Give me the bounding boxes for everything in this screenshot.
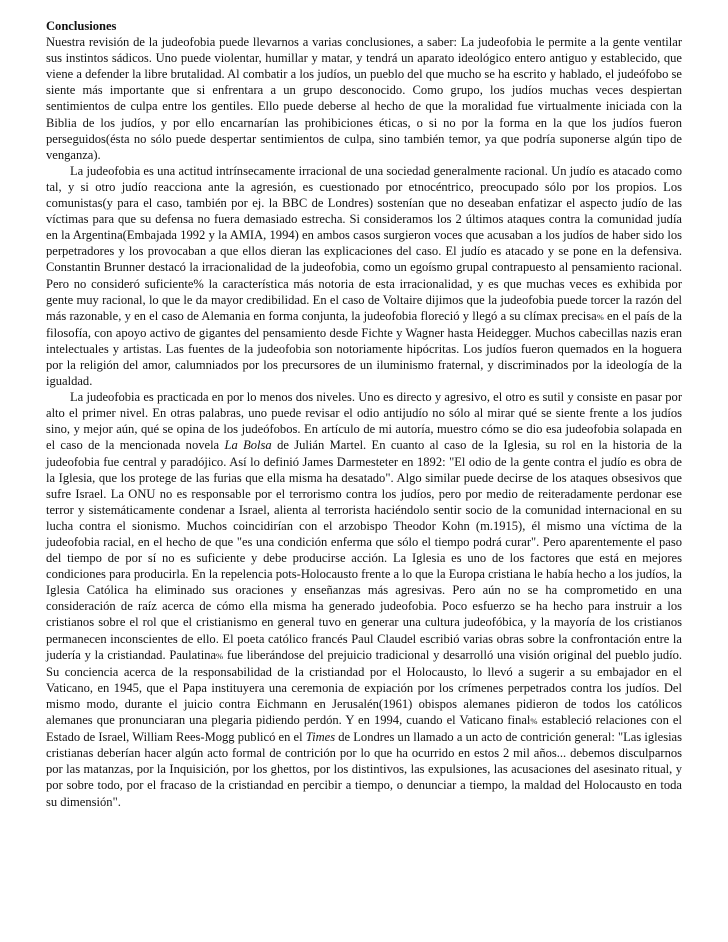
section-heading: Conclusiones: [46, 19, 117, 33]
text-run: Nuestra revisión de la judeofobia puede llevarnos a varias conclusiones, a saber: La judeofobia le permite a la gente ventilar sus instintos sádicos. Uno puede violentar, humillar y matar, y tendrá un aparato ideológico entero antiguo y establecido, que viene a defender la libre brutalidad. Al combatir a los judíos, un pueblo del que mucho se ha escrito y hablado, el judeófobo se siente más importante que si enfrentara a un grupo desconocido. Como grupo, los judíos muchas veces despiertan sentimientos de culpa entre los gentiles. Ello puede deberse al hecho de que la moralidad fue virtualmente iniciada con la Biblia de los judíos, y por ello encarnarían las prohibiciones éticas, o si no por la forma en la que los judíos fueron perseguidos(ésta no sólo puede despertar sentimientos de culpa, sino también temor, ya que podría suponerse algún tipo de venganza).: [46, 35, 682, 162]
text-run: de Londres un llamado a un acto de contrición general: "Las iglesias cristianas deberían hacer algún acto formal de contrición por lo que ha ocurrido en estos 2 mil años... debemos disculparnos por las matanzas, por la Inquisición, por los ghettos, por los distintivos, las expulsiones, las acusaciones del asesinato ritual, y por sobre todo, por el fracaso de la cristiandad en percibir a tiempo, o denunciar a tiempo, la maldad del Holocausto en toda su dimensión".: [46, 730, 683, 809]
body-text: [46, 34, 682, 810]
paragraph: [46, 163, 682, 389]
text-run: La judeofobia es una actitud intrínsecamente irracional de una sociedad generalmente racional. Un judío es atacado como tal, y si otro judío reacciona ante la agresión, es cuestionado por etnocéntrico, preocupado sólo por los propios. Los comunistas(y para el caso, también por ej. la BBC de Londres) sostenían que no deseaban enfatizar el aspecto judío de las víctimas para que su defensa no fuera demasiado estrecha. Si consideramos los 2 últimos ataques contra la comunidad judía en la Argentina(Embajada 1992 y la AMIA, 1994) en ambos casos surgieron voces que acusaban a los judíos de haber sido los perpetradores y los provocaban a que ellos dieran las explicaciones del caso. El judío es atacado y se pone en la defensiva. Constantin Brunner destacó la irracionalidad de la judeofobia, como un egoísmo grupal contrapuesto al pensamiento racional. Pero no consideró suficiente% la característica más notoria de esta irracionalidad, y es que muchas veces es exhibida por gente muy racional, lo que le da mayor credibilidad. En el caso de Voltaire dijimos que la judeofobia puede torcer la razón del más razonable, y en el caso de Alemania en forma conjunta, la judeofobia floreció y llegó a su clímax precisa: [46, 163, 682, 323]
italic-title: Times: [305, 730, 336, 745]
paragraph: [46, 34, 682, 163]
text-run: fue liberándose del prejuicio tradicional y desarrolló una visión original del pueblo judío. Su conciencia acerca de la responsabilidad de la cristiandad por el Holocausto, lo llevó a sugerir a su embajador en el Vaticano, en 1945, que el Papa instituyera una ceremonia de expiación por los crímenes perpetrados contra los judíos. Del mismo modo, durante el juicio contra Eichmann en Jerusalén(1961) obispos alemanes pidieron de todos los católicos alemanes que pronunciaran una plegaria pidiendo perdón. Y en 1994, cuando el Vaticano final: [46, 647, 682, 728]
italic-title: La Bolsa: [224, 438, 272, 453]
text-run: en el país de la filosofía, con apoyo activo de gigantes del pensamiento desde Fichte y Wagner hasta Heidegger. Muchos cabecillas nazis eran intelectuales y artistas. Las fuentes de la judeofobia son notoriamente hipócritas. Los judíos fueron quemados en la hoguera por la religión del amor, calumniados por los precursores de un iluminismo fraternal, y discriminados por la ideología de la igualdad.: [46, 308, 682, 389]
paragraph: [46, 389, 682, 809]
text-run: La judeofobia es practicada en por lo menos dos niveles. Uno es directo y agresivo, el otro es sutil y consiste en pasar por alto el primer nivel. En otras palabras, uno puede revisar el odio antijudío no sólo al mirar qué se siente frente a los judíos sino, y mejor aún, qué se opina de los judeófobos. En artículo de mi autoría, muestro cómo se dio esa judeofobia solapada en el caso de la mencionada novela: [46, 390, 682, 453]
text-run: %: [216, 650, 224, 661]
text-run: %: [530, 716, 538, 727]
text-run: de Julián Martel. En cuanto al caso de la Iglesia, su rol en la historia de la judeofobia fue central y paradójico. Así lo definió James Darmesteter en 1892: "El odio de la gente contra el judío es obra de la Iglesia, que los protege de las furias que ella misma ha desatado". Algo similar puede decirse de los ataques obsesivos que sufre Israel. La ONU no es responsable por el terrorismo contra los judíos, pero por medio de reiteradamente perdonar ese terror y sistemáticamente condenar a Israel, alienta al terrorista haciéndolo sentir socio de la comunidad internacional en su lucha contra el sionismo. Muchos coincidirían con el arzobispo Theodor Kohn (m.1915), él mismo una víctima de la judeofobia racial, en el hecho de que "es una condición enferma que sólo el tiempo podrá curar". Pero aparentemente el paso del tiempo de por sí no es suficiente y debe producirse acción. La Iglesia es uno de los factores que está en mejores condiciones para producirla. En la repelencia pots-Holocausto frente a lo que la Europa cristiana le había hecho a los judíos, la Iglesia Católica ha eliminado sus oraciones y enseñanzas más agresivas. Pero aún no se ha comprometido en una consideración de raíz acerca de cómo ella misma ha generado judeofobia. Poco esfuerzo se ha hecho para instruir a los cristianos sobre el rol que el cristianismo en general tuvo en generar una cultura judeofóbica, y la mayoría de los cristianos permanecen inconscientes de ello. El poeta católico francés Paul Claudel escribió varias obras sobre la confrontación entre la judería y la cristiandad. Paulatina: [46, 438, 683, 662]
text-run: %: [596, 311, 604, 322]
text-run: estableció relaciones con el Estado de Israel, William Rees-Mogg publicó en el: [46, 713, 682, 745]
